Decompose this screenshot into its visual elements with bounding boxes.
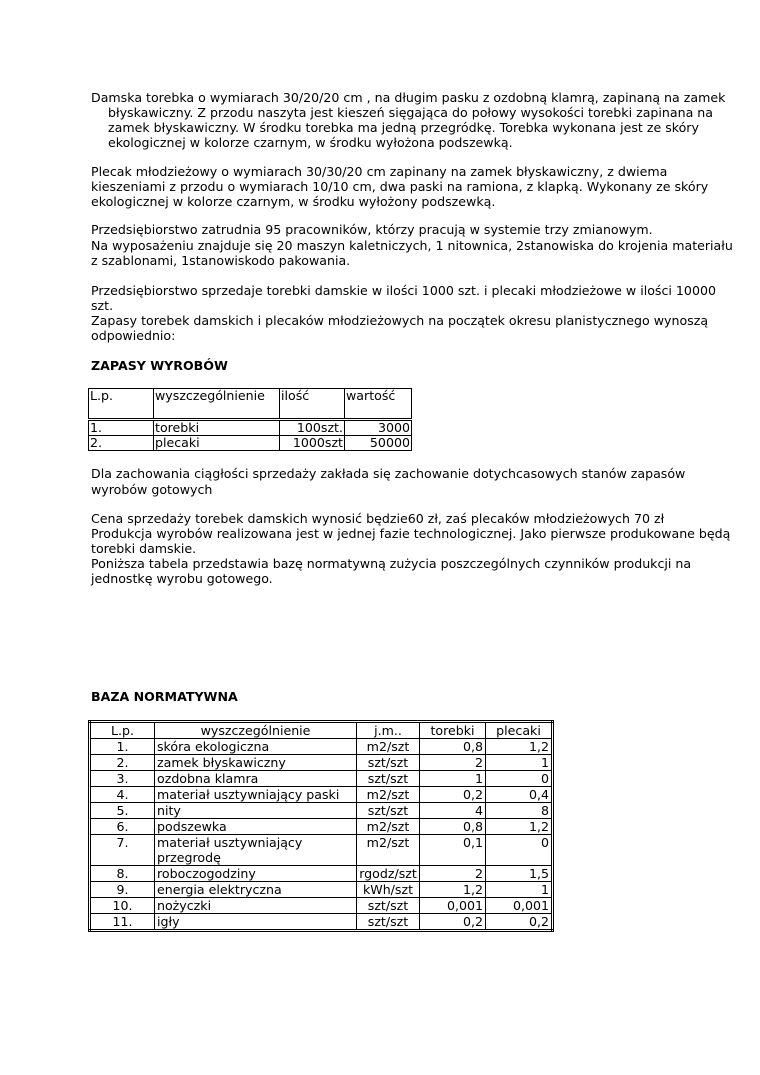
table-cell: m2/szt (357, 819, 420, 835)
table-cell: torebki (154, 420, 280, 436)
table-cell: kWh/szt (357, 882, 420, 898)
table-cell: m2/szt (357, 787, 420, 803)
table-cell: ozdobna klamra (155, 771, 357, 787)
table-cell: 0 (486, 771, 553, 787)
table-row (89, 436, 412, 451)
table-cell: 1. (90, 739, 155, 755)
table-cell: nożyczki (155, 898, 357, 914)
table-cell: 0,8 (420, 739, 486, 755)
paragraph-line: z szablonami, 1stanowiskodo pakowania. (91, 253, 351, 268)
table-row (90, 898, 553, 914)
table-row (90, 835, 553, 866)
paragraph-line: Plecak młodzieżowy o wymiarach 30/30/20 cm zapinany na zamek błyskawiczny, z dwiema (91, 164, 668, 179)
paragraph-line: Na wyposażeniu znajduje się 20 maszyn kaletniczych, 1 nitownica, 2stanowiska do krojenia materiału (91, 238, 733, 253)
table-cell: 0,2 (420, 787, 486, 803)
paragraph-line: Przedsiębiorstwo zatrudnia 95 pracowników, którzy pracują w systemie trzy zmianowym. (91, 222, 653, 237)
table-row (90, 803, 553, 819)
table-cell: 2. (89, 436, 154, 451)
paragraph-line: błyskawiczny. Z przodu naszyta jest kieszeń sięgająca do połowy wysokości torebki zapinana na (108, 105, 714, 120)
table-cell: 1,2 (420, 882, 486, 898)
section-heading: BAZA NORMATYWNA (91, 689, 238, 704)
table-cell: m2/szt (357, 835, 420, 866)
table-cell: roboczogodziny (155, 866, 357, 882)
table-cell: rgodz/szt (357, 866, 420, 882)
table-cell: 1,2 (486, 819, 553, 835)
table-cell: 4 (420, 803, 486, 819)
table-cell: 5. (90, 803, 155, 819)
paragraph-line: Produkcja wyrobów realizowana jest w jednej fazie technologicznej. Jako pierwsze produkowane będą (91, 526, 731, 541)
table-cell: energia elektryczna (155, 882, 357, 898)
paragraph-line: kieszeniami z przodu o wymiarach 10/10 cm, dwa paski na ramiona, z klapką. Wykonany ze skóry (91, 179, 709, 194)
table-cell: skóra ekologiczna (155, 739, 357, 755)
table-cell: 1 (486, 755, 553, 771)
header-row (89, 389, 412, 420)
paragraph-line: zamek błyskawiczny. W środku torebka ma jedną przegródkę. Torebka wykonana jest ze skóry (108, 120, 699, 135)
table-cell: 50000 (345, 436, 412, 451)
table-cell: 2 (420, 866, 486, 882)
table-cell: 6. (90, 819, 155, 835)
table-cell: 1,5 (486, 866, 553, 882)
paragraph-line: Zapasy torebek damskich i plecaków młodzieżowych na początek okresu planistycznego wynoszą (91, 313, 709, 328)
table-cell: m2/szt (357, 739, 420, 755)
table-cell: 0,1 (420, 835, 486, 866)
table-cell: 0,4 (486, 787, 553, 803)
column-header: wartość (345, 389, 412, 420)
table-cell: 8. (90, 866, 155, 882)
column-header: L.p. (89, 389, 154, 420)
table-cell: 3. (90, 771, 155, 787)
table-cell: szt/szt (357, 771, 420, 787)
paragraph-line: torebki damskie. (91, 541, 197, 556)
table-cell: 2. (90, 755, 155, 771)
column-header: wyszczególnienie (154, 389, 280, 420)
table-cell: szt/szt (357, 755, 420, 771)
table-cell: 0,2 (486, 914, 553, 931)
table-cell: 2 (420, 755, 486, 771)
table-cell: szt/szt (357, 914, 420, 931)
table-row (90, 787, 553, 803)
table-cell: plecaki (154, 436, 280, 451)
table-cell: 0,8 (420, 819, 486, 835)
table-cell: igły (155, 914, 357, 931)
table-cell: 1 (420, 771, 486, 787)
table-cell: 0,001 (486, 898, 553, 914)
paragraph-line: Cena sprzedaży torebek damskich wynosić będzie60 zł, zaś plecaków młodzieżowych 70 zł (91, 511, 665, 526)
table-cell: 7. (90, 835, 155, 866)
table-cell: 0,2 (420, 914, 486, 931)
paragraph-line: ekologicznej w kolorze czarnym, w środku wyłożony podszewką. (91, 194, 496, 209)
table-cell: materiał usztywniający przegrodę (155, 835, 357, 866)
table-cell: 4. (90, 787, 155, 803)
table-cell: podszewka (155, 819, 357, 835)
column-header: wyszczególnienie (155, 722, 357, 739)
table-row (90, 739, 553, 755)
table-cell: materiał usztywniający paski (155, 787, 357, 803)
table-cell: 100szt. (280, 420, 345, 436)
paragraph-line: Przedsiębiorstwo sprzedaje torebki damskie w ilości 1000 szt. i plecaki młodzieżowe w ilości 10000 (91, 283, 716, 298)
column-header: j.m.. (357, 722, 420, 739)
table-cell: szt/szt (357, 898, 420, 914)
section-heading: ZAPASY WYROBÓW (91, 358, 228, 373)
zapasy-table (88, 388, 412, 451)
paragraph-line: wyrobów gotowych (91, 482, 213, 497)
table-cell: 1000szt (280, 436, 345, 451)
column-header: L.p. (90, 722, 155, 739)
table-cell: 11. (90, 914, 155, 931)
table-cell: 1. (89, 420, 154, 436)
baza-normatywna-table (88, 720, 554, 932)
table-cell: 8 (486, 803, 553, 819)
table-row (90, 866, 553, 882)
header-row (90, 722, 553, 739)
table-cell: 0,001 (420, 898, 486, 914)
table-cell: szt/szt (357, 803, 420, 819)
table-row (90, 819, 553, 835)
table-row (90, 771, 553, 787)
table-cell: nity (155, 803, 357, 819)
column-header: ilość (280, 389, 345, 420)
table-cell: zamek błyskawiczny (155, 755, 357, 771)
paragraph-line: Poniższa tabela przedstawia bazę normatywną zużycia poszczególnych czynników produkcji na (91, 556, 692, 571)
table-row (90, 882, 553, 898)
table-cell: 3000 (345, 420, 412, 436)
paragraph-line: szt. (91, 298, 114, 313)
table-cell: 9. (90, 882, 155, 898)
table-cell: 1 (486, 882, 553, 898)
table-row (90, 914, 553, 931)
paragraph-line: ekologicznej w kolorze czarnym, w środku wyłożona podszewką. (108, 135, 513, 150)
column-header: plecaki (486, 722, 553, 739)
table-row (90, 755, 553, 771)
table-cell: 1,2 (486, 739, 553, 755)
paragraph-line: Damska torebka o wymiarach 30/20/20 cm , na długim pasku z ozdobną klamrą, zapinaną na zamek (91, 90, 726, 105)
table-row (89, 420, 412, 436)
table-cell: 0 (486, 835, 553, 866)
table-cell: 10. (90, 898, 155, 914)
paragraph-line: jednostkę wyrobu gotowego. (91, 571, 273, 586)
paragraph-line: Dla zachowania ciągłości sprzedaży zakłada się zachowanie dotychcasowych stanów zapasów (91, 466, 686, 481)
paragraph-line: odpowiednio: (91, 328, 176, 343)
column-header: torebki (420, 722, 486, 739)
